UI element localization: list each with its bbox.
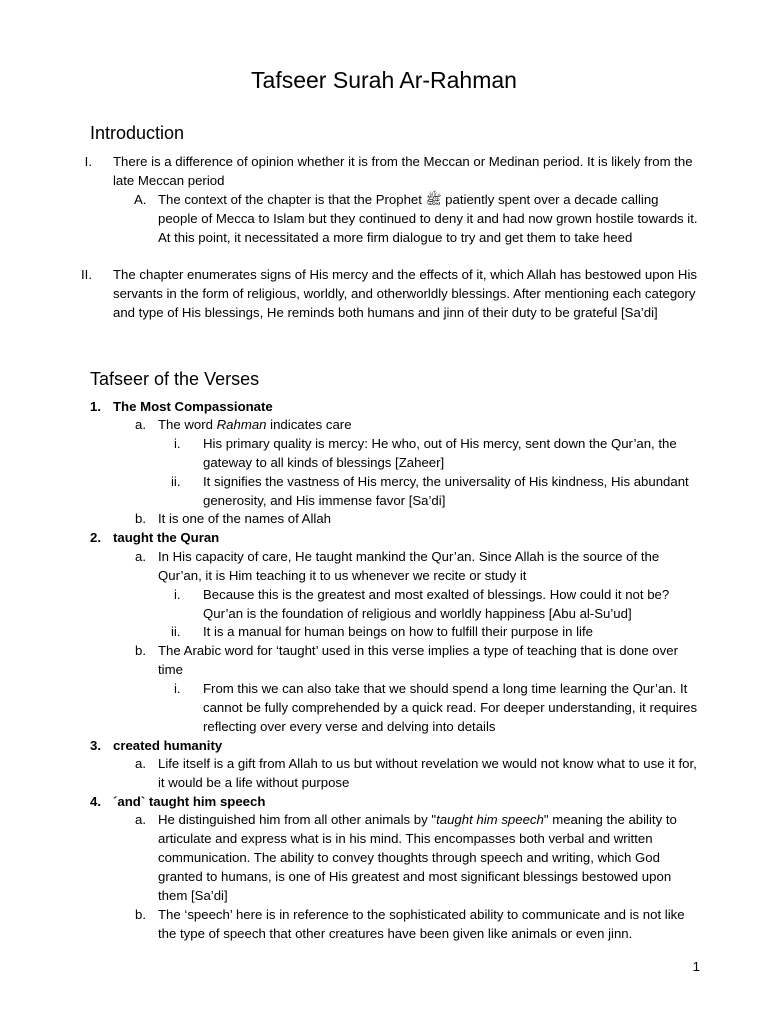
intro-item-text: There is a difference of opinion whether it is from the Meccan or Medinan period. It is likely from the late Meccan period (113, 154, 693, 188)
text-run: indicates care (266, 417, 352, 432)
list-marker: b. (135, 511, 146, 526)
list-marker: b. (135, 643, 146, 658)
list-marker: II. (81, 267, 92, 282)
verse-number: 2. (90, 530, 101, 545)
verse-title-text: The Most Compassionate (113, 399, 273, 414)
text-run: " meaning the ability to articulate and express what is in his mind. This encompasses both verbal and written communication. The ability to convey thoughts through speech and writing, which God granted to humans, is one of His greatest and most significant blessings bestowed upon them [Sa’di] (158, 812, 677, 903)
list-marker (90, 529, 101, 548)
list-marker: a. (135, 812, 146, 827)
verse-subpoint-text: It is a manual for human beings on how to fulfill their purpose in life (203, 624, 593, 639)
document-title: Tafseer Surah Ar-Rahman (251, 67, 517, 93)
list-marker: ii. (171, 624, 181, 639)
verse-number: 1. (90, 399, 101, 414)
verse-title (113, 529, 219, 548)
verse-subpoint-text: From this we can also take that we should spend a long time learning the Qur’an. It cannot be fully comprehended by a quick read. For deeper understanding, it requires reflecting over every verse and delving into details (203, 681, 698, 734)
introduction-heading: Introduction (90, 123, 185, 143)
verse-title (113, 398, 273, 417)
verse-title (113, 793, 265, 812)
list-marker: a. (135, 756, 146, 771)
list-marker: a. (135, 549, 146, 564)
list-marker: a. (135, 417, 146, 432)
verse-point-text: In His capacity of care, He taught mankind the Qur’an. Since Allah is the source of the Qur’an, it is Him teaching it to us whenever we recite or study it (158, 549, 660, 583)
list-marker (90, 398, 101, 417)
list-marker: ii. (171, 474, 181, 489)
list-marker: A. (134, 192, 147, 207)
text-run: The word (158, 417, 217, 432)
verse-point-text: The ‘speech’ here is in reference to the sophisticated ability to communicate and is not like the type of speech that other creatures have been given like animals or even jinn. (158, 907, 685, 941)
verse-point-text (158, 416, 703, 435)
verse-point-text: Life itself is a gift from Allah to us but without revelation we would not know what to use it for, it would be a life without purpose (158, 756, 697, 790)
verse-point-text: The Arabic word for ‘taught’ used in this verse implies a type of teaching that is done over time (158, 643, 678, 677)
verse-title-text: taught the Quran (113, 530, 220, 545)
verse-subpoint-text: His primary quality is mercy: He who, out of His mercy, sent down the Qur’an, the gateway to all kinds of blessings [Zaheer] (203, 436, 677, 470)
text-run: He distinguished him from all other animals by " (158, 812, 437, 827)
verse-subpoint-text: It signifies the vastness of His mercy, the universality of His kindness, His abundant generosity, and His immense favor [Sa’di] (203, 474, 689, 508)
emphasis-text: taught him speech (436, 812, 544, 827)
verses-heading: Tafseer of the Verses (90, 369, 260, 389)
verse-subpoint-text: Because this is the greatest and most exalted of blessings. How could it not be? Qur’an is the foundation of religious and worldly happiness [Abu al-Su’ud] (203, 587, 670, 621)
list-marker (90, 737, 101, 756)
page-number: 1 (692, 959, 700, 974)
verse-title-text: created humanity (113, 738, 223, 753)
verse-number: 3. (90, 738, 101, 753)
emphasis-text: Rahman (216, 417, 267, 432)
list-marker: I. (84, 154, 92, 169)
verse-title (113, 737, 222, 756)
verse-title-text: ´and` taught him speech (113, 794, 266, 809)
list-marker: i. (174, 681, 181, 696)
verse-number: 4. (90, 794, 101, 809)
intro-item-text: The chapter enumerates signs of His mercy and the effects of it, which Allah has bestowed upon His servants in the form of religious, worldly, and otherworldly blessings. After mentioning each category and type of His blessings, He reminds both humans and jinn of their duty to be grateful [Sa’di] (113, 267, 697, 320)
verse-point-text: It is one of the names of Allah (158, 511, 332, 526)
list-marker: i. (174, 436, 181, 451)
list-marker: i. (174, 587, 181, 602)
intro-subitem-text: The context of the chapter is that the Prophet ﷺ patiently spent over a decade calling people of Mecca to Islam but they continued to deny it and had now grown hostile towards it. At this point, it necessitated a more firm dialogue to try and get them to take heed (158, 192, 698, 245)
list-marker: b. (135, 907, 146, 922)
list-marker (90, 793, 101, 812)
verse-point-text (158, 811, 703, 906)
